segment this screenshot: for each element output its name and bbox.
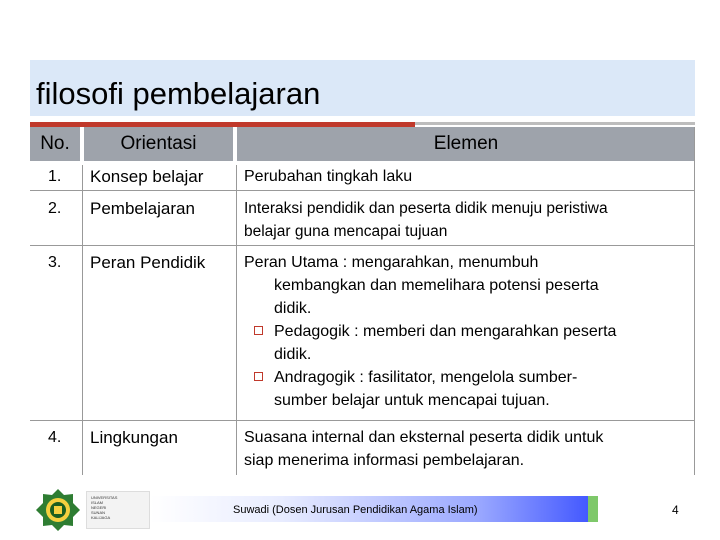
row-number: 1. xyxy=(48,168,62,185)
slide-title: filosofi pembelajaran xyxy=(36,76,321,111)
elemen-line: kembangkan dan memelihara potensi peserta xyxy=(274,277,599,294)
institution-line: SUNAN xyxy=(91,510,106,515)
institution-line: KALIJAGA xyxy=(91,515,111,520)
institution-line: NEGERI xyxy=(91,505,107,510)
header-elemen: Elemen xyxy=(237,127,695,161)
header-no: No. xyxy=(30,127,80,161)
column-divider xyxy=(82,165,83,475)
row-number: 4. xyxy=(48,429,62,446)
row-number: 3. xyxy=(48,254,62,271)
row-orientasi: Konsep belajar xyxy=(90,167,204,186)
row-elemen xyxy=(238,426,695,472)
elemen-line: Pedagogik : memberi dan mengarahkan peserta xyxy=(274,323,617,340)
row-orientasi: Pembelajaran xyxy=(90,199,195,218)
elemen-line: didik. xyxy=(274,346,312,363)
elemen-line: Perubahan tingkah laku xyxy=(244,168,413,185)
bullet-line xyxy=(244,320,691,343)
row-divider xyxy=(30,190,695,191)
row-divider xyxy=(30,245,695,246)
table-row xyxy=(30,426,695,474)
elemen-line: belajar guna mencapai tujuan xyxy=(244,223,448,240)
institution-label-box xyxy=(86,491,150,529)
page-number: 4 xyxy=(672,503,679,517)
elemen-line: siap menerima informasi pembelajaran. xyxy=(244,452,525,469)
elemen-line: didik. xyxy=(274,300,312,317)
row-elemen xyxy=(238,197,695,243)
square-bullet-icon xyxy=(254,372,263,381)
institution-line: ISLAM xyxy=(91,500,104,505)
footer-credit: Suwadi (Dosen Jurusan Pendidikan Agama Islam) xyxy=(233,504,478,516)
table-row xyxy=(30,165,695,190)
elemen-line: Suasana internal dan eksternal peserta didik untuk xyxy=(244,429,604,446)
elemen-line: Andragogik : fasilitator, mengelola sumber- xyxy=(274,369,578,386)
institution-line: UNIVERSITAS xyxy=(91,495,118,500)
elemen-line: Interaksi pendidik dan peserta didik menuju peristiwa xyxy=(244,200,608,217)
bullet-line xyxy=(244,366,691,389)
elemen-line: Peran Utama : mengarahkan, menumbuh xyxy=(244,254,539,271)
university-emblem-icon xyxy=(35,488,81,532)
title-bar xyxy=(30,60,695,116)
row-orientasi: Peran Pendidik xyxy=(90,253,206,272)
row-orientasi: Lingkungan xyxy=(90,428,178,447)
row-elemen xyxy=(238,165,695,188)
elemen-line: sumber belajar untuk mencapai tujuan. xyxy=(274,392,550,409)
header-orientasi: Orientasi xyxy=(84,127,233,161)
column-divider xyxy=(236,165,237,475)
footer-green-tab xyxy=(588,496,598,522)
square-bullet-icon xyxy=(254,326,263,335)
row-number: 2. xyxy=(48,200,62,217)
row-divider xyxy=(30,420,695,421)
column-divider xyxy=(694,127,695,475)
row-elemen xyxy=(238,251,695,412)
table-row xyxy=(30,251,695,416)
table-row xyxy=(30,197,695,245)
